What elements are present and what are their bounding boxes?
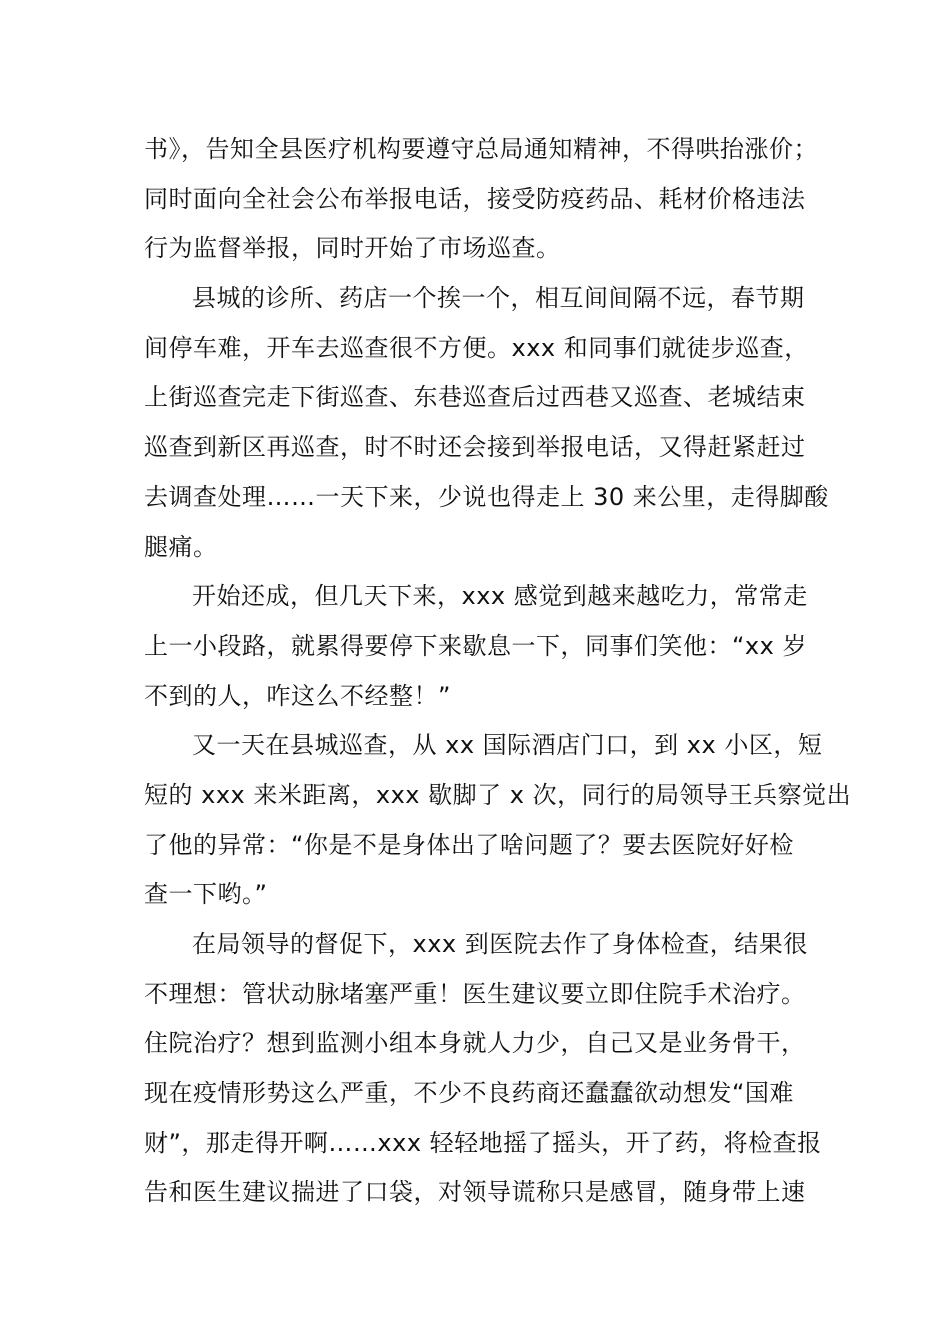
text-line: 短的 xxx 来米距离，xxx 歇脚了 x 次，同行的局领导王兵察觉出 bbox=[144, 780, 852, 809]
text-line: 查一下哟。” bbox=[144, 880, 268, 909]
paragraph-first-line: 又一天在县城巡查，从 xx 国际酒店门口，到 xx 小区，短 bbox=[192, 731, 823, 760]
text-line: 巡查到新区再巡查，时不时还会接到举报电话，又得赶紧赶过 bbox=[144, 433, 806, 462]
paragraph-first-line: 开始还成，但几天下来，xxx 感觉到越来越吃力，常常走 bbox=[192, 582, 808, 611]
text-line: 书》，告知全县医疗机构要遵守总局通知精神，不得哄抬涨价； bbox=[144, 135, 818, 163]
text-line: 不到的人，咋这么不经整！” bbox=[144, 681, 451, 710]
text-line: 了他的异常：“你是不是身体出了啥问题了？要去医院好好检 bbox=[144, 830, 794, 859]
text-line: 腿痛。 bbox=[144, 532, 218, 561]
text-line: 同时面向全社会公布举报电话，接受防疫药品、耗材价格违法 bbox=[144, 184, 806, 213]
text-line: 行为监督举报，同时开始了市场巡查。 bbox=[144, 234, 561, 263]
paragraph-first-line: 在局领导的督促下，xxx 到医院去作了身体检查，结果很 bbox=[192, 930, 808, 958]
text-line: 间停车难，开车去巡查很不方便。xxx 和同事们就徒步巡查， bbox=[144, 333, 809, 362]
text-line: 不理想：管状动脉堵塞严重！医生建议要立即住院手术治疗。 bbox=[144, 979, 806, 1008]
document-body bbox=[144, 125, 852, 1218]
text-line: 现在疫情形势这么严重，不少不良药商还蠢蠢欲动想发“国难 bbox=[144, 1079, 794, 1108]
text-line: 上街巡查完走下街巡查、东巷巡查后过西巷又巡查、老城结束 bbox=[144, 383, 806, 412]
text-line: 财”，那走得开啊……xxx 轻轻地摇了摇头，开了药，将检查报 bbox=[144, 1128, 822, 1157]
text-line: 告和医生建议揣进了口袋，对领导谎称只是感冒，随身带上速 bbox=[144, 1178, 806, 1207]
text-line: 去调查处理……一天下来，少说也得走上 30 来公里，走得脚酸 bbox=[144, 482, 829, 511]
paragraph-first-line: 县城的诊所、药店一个挨一个，相互间间隔不远，春节期 bbox=[192, 284, 805, 313]
text-line: 上一小段路，就累得要停下来歇息一下，同事们笑他：“xx 岁 bbox=[144, 631, 807, 660]
text-line: 住院治疗？想到监测小组本身就人力少，自己又是业务骨干， bbox=[144, 1029, 806, 1058]
